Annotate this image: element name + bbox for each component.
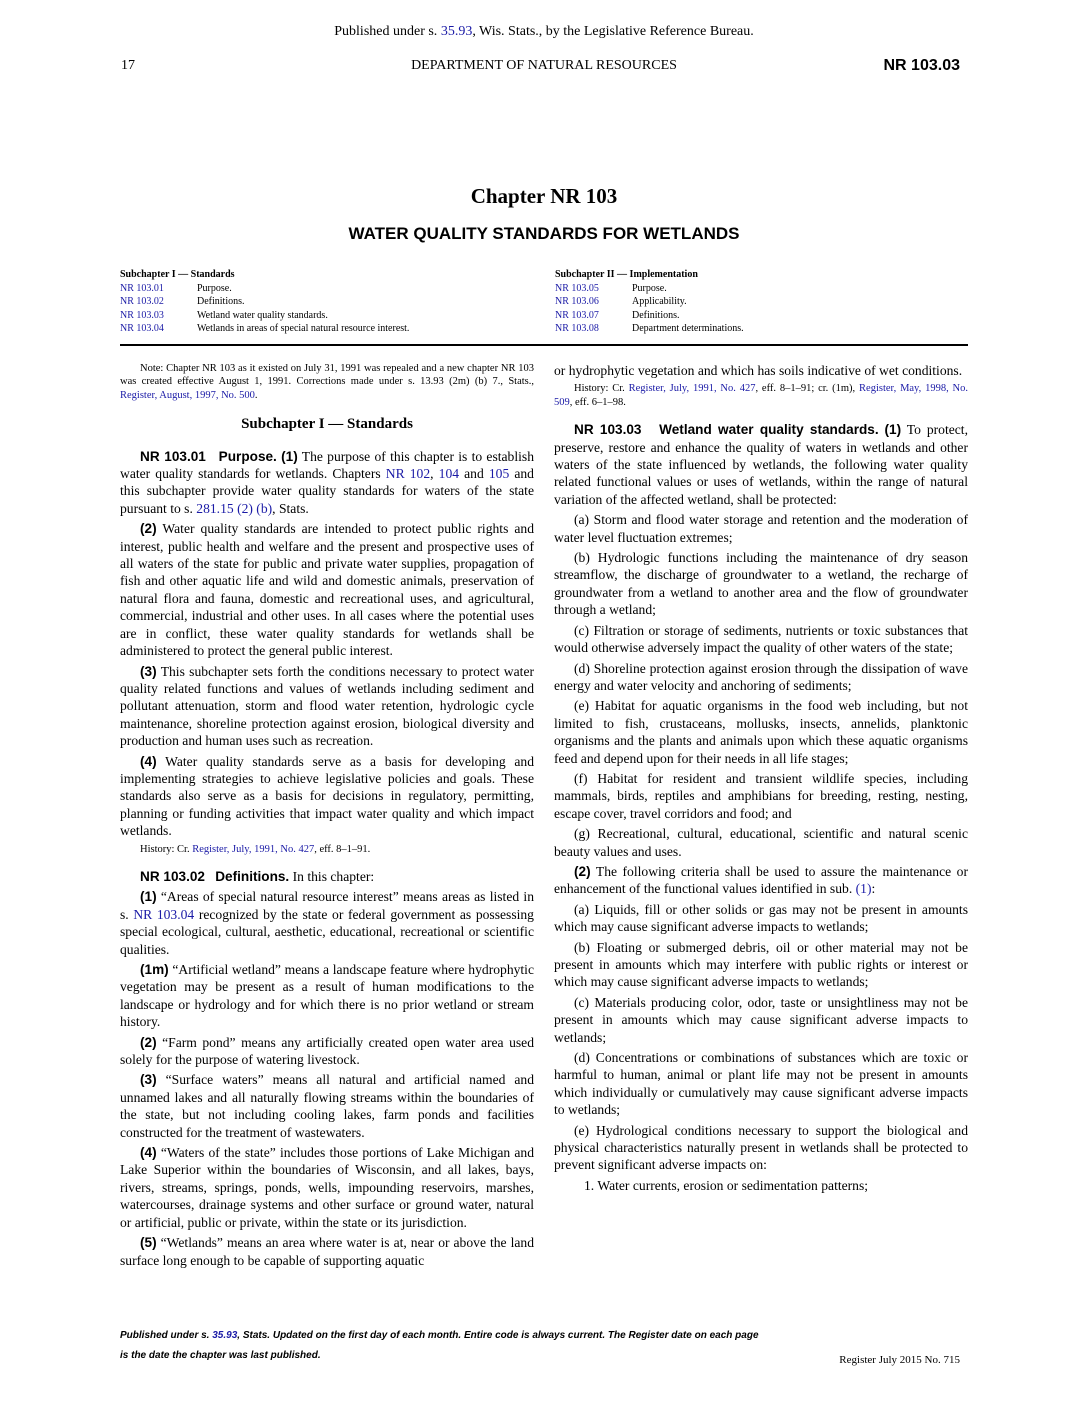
publication-prefix: Published under s. [334,24,441,39]
toc-title: Wetlands in areas of special natural resource interest. [197,323,410,334]
toc-title: Definitions. [632,309,680,321]
toc-link[interactable]: NR 103.07 [555,309,599,321]
section-title: Definitions. [215,868,290,884]
definition: (5) “Wetlands” means an area where water is at, near or above the land surface long enough to be capable of supporting aquatic [120,1235,534,1268]
subsection-link[interactable]: (1) [855,881,872,897]
toc-row [555,309,975,323]
statute-link[interactable]: 35.93 [212,1330,238,1341]
chapter-title: Chapter NR 103 [470,184,618,208]
register-link[interactable]: Register, May, 1998, No. 509 [554,383,969,408]
chapter-link[interactable]: NR 102 [385,466,431,482]
definition: (4) “Waters of the state” includes those portions of Lake Michigan and Lake Superior within the boundaries of Wisconsin, and all lakes, bays, rivers, streams, springs, ponds, wells, impounding reservoirs, marshes, watercourses, drainage systems and other surface or ground water, natural or artificial, public or private, within the state or its jurisdiction. [120,1145,534,1230]
paragraph: (e) Hydrological conditions necessary to support the biological and physical characteristics naturally present in wetlands shall be protected to prevent significant adverse impacts on: [554,1122,968,1173]
statute-link[interactable]: 281.15 (2) (b) [196,500,273,516]
left-column [120,362,534,1272]
paragraph: (b) Hydrologic functions including the maintenance of dry season streamflow, the discharge of groundwater to a wetland, the recharge of groundwater from a wetland to another area and the flow of groundwater through a wetland; [554,550,968,618]
section-header: NR 103.03 [883,57,960,74]
toc-row [555,282,975,296]
toc-link[interactable]: NR 103.06 [555,296,599,307]
toc-row [120,282,540,296]
paragraph: (a) Storm and flood water storage and retention and the moderation of water level fluctuation extremes; [554,512,968,545]
chapter-subtitle: WATER QUALITY STANDARDS FOR WETLANDS [348,224,740,243]
history-note: History: Cr. Register, July, 1991, No. 427, eff. 8–1–91; cr. (1m), Register, May, 1998, No. 509, eff. 6–1–98. [554,383,969,408]
definition: (3) “Surface waters” means all natural and artificial named and unnamed lakes and all naturally flowing streams within the boundaries of the state, but not including cooling lakes, farm ponds and facilities constructed for the treatment of wastewaters. [120,1072,534,1140]
continued-definition: or hydrophytic vegetation and which has soils indicative of wet conditions. [554,363,963,378]
toc-subchapter-1 [120,268,540,336]
toc-heading: Subchapter II — Implementation [555,269,698,280]
section-number: NR 103.01 [140,448,206,464]
paragraph: (c) Filtration or storage of sediments, nutrients or toxic substances that would otherwise adversely impact the quality of other waters of the state; [554,622,968,656]
footer-notice: Published under s. 35.93, Stats. Updated on the first day of each month. Entire code is always current. The Register date on each page [120,1330,759,1341]
section-number: NR 103.02 [140,868,205,884]
toc-title: Wetland water quality standards. [197,309,328,321]
history-note: History: Cr. Register, July, 1991, No. 427, eff. 8–1–91. [140,843,371,855]
paragraph: (3) This subchapter sets forth the conditions necessary to protect water quality related functions and values of wetlands including sediment and pollutant attenuation, storm and flood water retention, hydrologic cycle maintenance, shoreline protection against erosion, biological diversity and production and human uses such as recreation. [120,663,534,749]
section-link[interactable]: NR 103.04 [133,906,195,922]
divider-rule [120,344,968,346]
toc-link[interactable]: NR 103.05 [555,282,599,294]
toc-title: Definitions. [197,296,245,307]
paragraph: (2) The following criteria shall be used to assure the maintenance or enhancement of the functional values identified in sub. (1): [554,863,968,897]
publication-suffix: , Wis. Stats., by the Legislative Reference Bureau. [472,24,754,39]
register-link[interactable]: Register, August, 1997, No. 500 [120,389,255,401]
paragraph: (4) Water quality standards serve as a basis for developing and implementing strategies to achieve legislative policies and goals. These standards also serve as a basis for decisions in regulatory, permitting, planning or funding activities that impact water quality and which impact wetlands. [120,753,534,839]
department-header: DEPARTMENT OF NATURAL RESOURCES [411,58,677,73]
section-title: Wetland water quality standards. [659,422,879,438]
toc-title: Purpose. [197,282,232,294]
page-number: 17 [121,58,135,73]
paragraph: (b) Floating or submerged debris, oil or other material may not be present in amounts which may interfere with public rights or interest or which may cause significant adverse impacts to wetlands; [554,939,968,990]
paragraph: (2) Water quality standards are intended to protect public rights and interest, public health and welfare and the present and prospective uses of all waters of the state for public and private water supplies, propagation of fish and other aquatic life and wild and domestic animals, preservation of natural flora and fauna, domestic and recreational uses, and agricultural, commercial, industrial and other uses. In all cases where the potential uses are in conflict, these water quality standards for wetlands shall be administered to protect the general public interest. [120,521,534,659]
toc-subchapter-2 [555,268,975,336]
toc-link[interactable]: NR 103.04 [120,323,164,334]
toc-link[interactable]: NR 103.08 [555,323,599,334]
section-nr-103-03: NR 103.03 Wetland water quality standards. (1) To protect, preserve, restore and enhance the quality of waters in wetlands and other waters of the state influenced by wetlands, the following water quality related functional values or uses of wetlands, within the range of natural variation of the affected wetland, shall be protected: [554,422,968,507]
definition: (1m) “Artificial wetland” means a landscape feature where hydrophytic vegetation may be present as a result of human modifications to the landscape or hydrology and for which there is no prior wetland or stream history. [120,962,534,1030]
section-nr-103-01: NR 103.01 Purpose. (1) The purpose of this chapter is to establish water quality standards for wetlands. Chapters NR 102, 104 and 105 and this subchapter provide water quality standards for waters of the state pursuant to s. 281.15 (2) (b), Stats. [120,448,534,516]
paragraph: (d) Shoreline protection against erosion through the dissipation of wave energy and water velocity and anchoring of sediments; [554,660,968,693]
paragraph: (e) Habitat for aquatic organisms in the food web including, but not limited to fish, crustaceans, mollusks, insects, annelids, planktonic organisms and the plants and animals upon which these aquatic organisms feed and depend upon for their needs in all life stages; [554,698,968,766]
toc-heading: Subchapter I — Standards [120,269,235,280]
paragraph: (c) Materials producing color, odor, taste or unsightliness may not be present in amounts which may cause significant adverse impacts to wetlands; [554,994,968,1045]
toc-row [555,295,975,309]
toc-link[interactable]: NR 103.02 [120,296,164,307]
subchapter-heading: Subchapter I — Standards [241,416,413,433]
chapter-note: Note: Chapter NR 103 as it existed on July 31, 1991 was repealed and a new chapter NR 103 was created effective August 1, 1991. Corrections made under s. 13.93 (2m) (b) 7., Stats., Register, August, 1997, No. 500. [120,363,534,401]
register-link[interactable]: Register, July, 1991, No. 427 [628,383,756,395]
footer-notice-line2: is the date the chapter was last published. [120,1350,321,1361]
statute-link[interactable]: 35.93 [440,24,473,39]
section-nr-103-02: NR 103.02 Definitions. In this chapter: [140,868,375,884]
paragraph: (f) Habitat for resident and transient wildlife species, including mammals, birds, reptiles and amphibians for breeding, resting, nesting, escape cover, travel corridors and food; and [554,770,968,821]
chapter-link[interactable]: 104 [438,466,460,482]
paragraph: (d) Concentrations or combinations of substances which are toxic or harmful to human, animal or plant life may not be present in amounts which individually or cumulatively may cause significant adverse impacts to wetlands; [554,1050,968,1118]
section-number: NR 103.03 [574,422,642,438]
toc-title: Applicability. [632,296,687,307]
toc-row [120,309,540,323]
paragraph: (g) Recreational, cultural, educational, scientific and natural scenic beauty values and uses. [554,826,968,859]
toc-link[interactable]: NR 103.03 [120,309,164,321]
paragraph: (a) Liquids, fill or other solids or gas may not be present in amounts which may cause significant adverse impacts to wetlands; [554,901,968,935]
toc-title: Purpose. [632,282,667,294]
toc-title: Department determinations. [632,323,744,334]
section-title: Purpose. [218,448,277,464]
toc-row [555,322,975,336]
register-date: Register July 2015 No. 715 [839,1354,960,1366]
toc-link[interactable]: NR 103.01 [120,282,164,294]
definition: (1) “Areas of special natural resource interest” means areas as listed in s. NR 103.04 recognized by the state or federal government as possessing special ecological, cultural, aesthetic, educational, recreational or scientific qualities. [120,889,534,957]
list-item: 1. Water currents, erosion or sedimentation patterns; [584,1177,869,1193]
publication-notice [0,24,1088,40]
toc-row [120,322,540,336]
right-column [554,362,968,1197]
register-link[interactable]: Register, July, 1991, No. 427 [192,843,315,855]
chapter-link[interactable]: 105 [488,466,510,482]
definition: (2) “Farm pond” means any artificially created open water area used solely for the purpose of watering livestock. [120,1034,534,1068]
toc-row [120,295,540,309]
